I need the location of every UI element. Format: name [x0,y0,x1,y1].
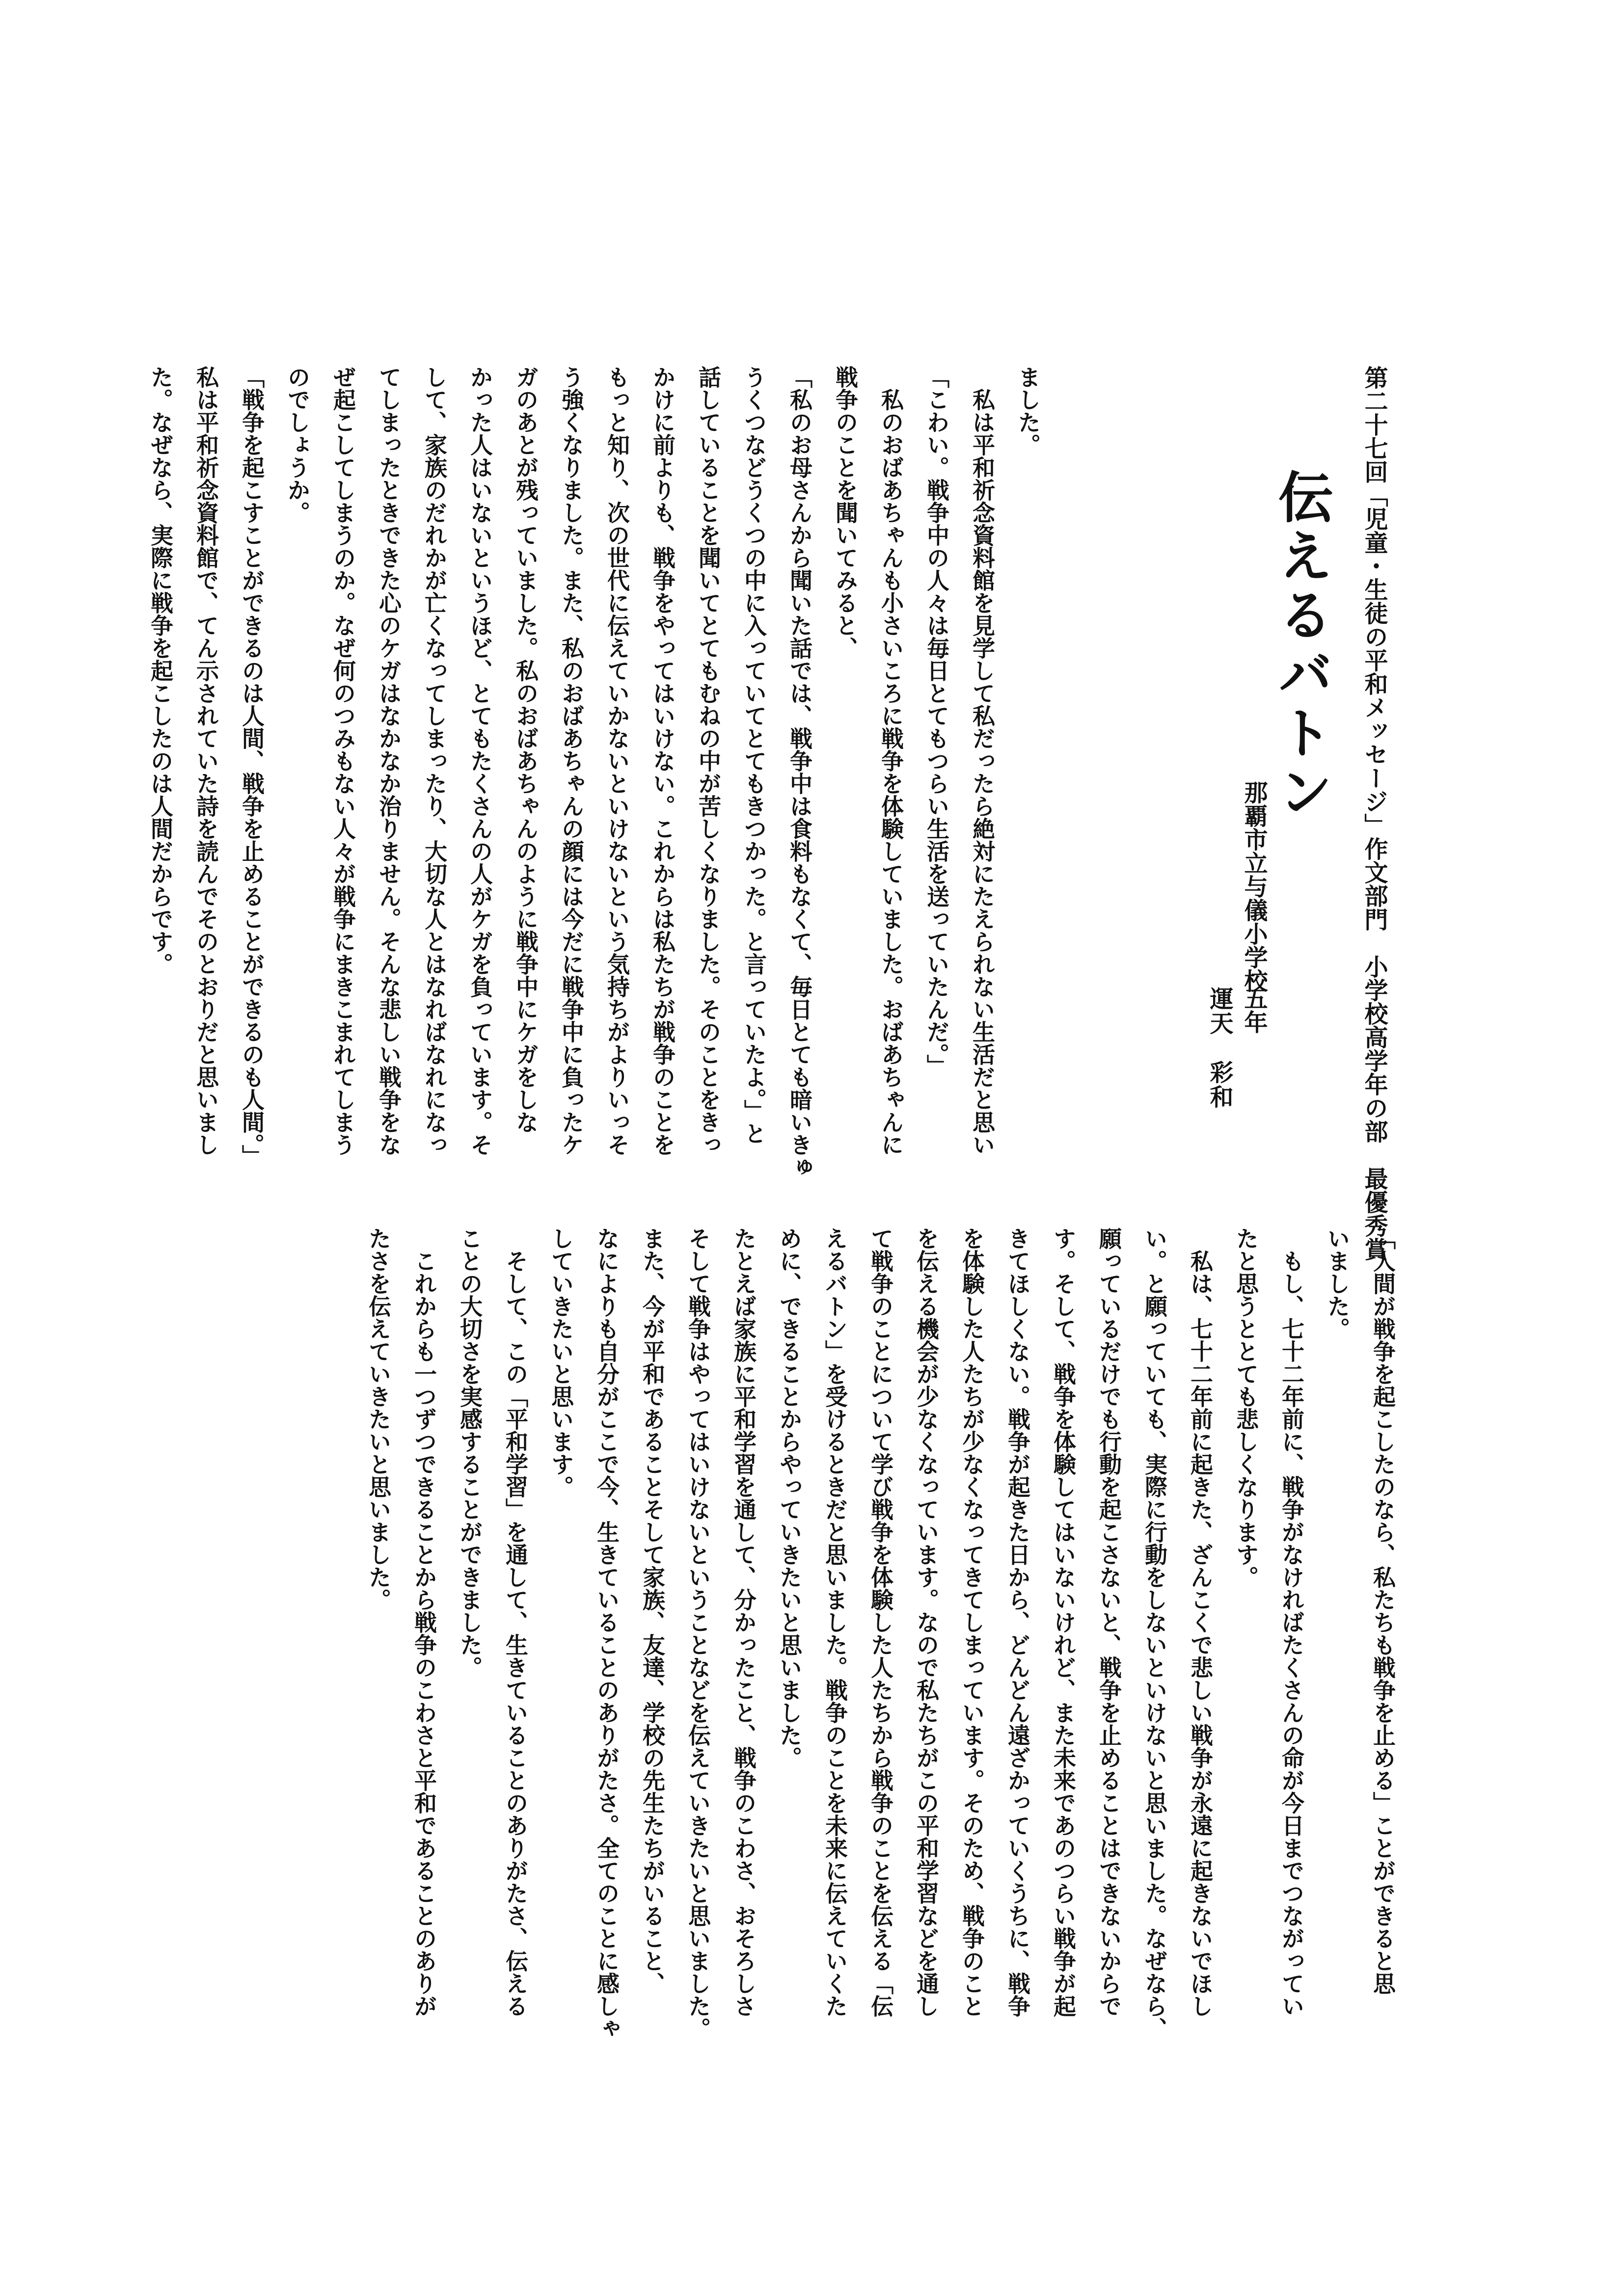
body-line: 私は平和祈念資料館を見学して私だったら絶対にたえられない生活だと思い [969,388,996,1156]
body-line: ことの大切さを実感することができました。 [457,1227,483,1679]
body-line: ガのあとが残っていました。私のおばあちゃんのように戦争中にケガをしな [513,366,539,1133]
essay-body-upper [137,366,1051,1178]
body-line: して、家族のだれかが亡くなってしまったり、大切な人とはなればなれになっ [421,366,448,1156]
body-line: す。そして、戦争を体験してはいないけれど、また未来であのつらい戦争が起 [1050,1227,1077,2017]
body-line: を伝える機会が少なくなっています。なので私たちがこの平和学習などを通し [913,1227,940,2017]
body-line: 「こわい。戦争中の人々は毎日とてもつらい生活を送っていたんだ。」 [923,366,950,1077]
body-line: 戦争のことを聞いてみると、 [832,366,859,659]
body-line: い。と願っていても、実際に行動をしないといけないと思いました。なぜなら、 [1141,1227,1168,2040]
body-line: していきたいと思います。 [548,1227,574,1498]
body-line: て戦争のことについて学び戦争を体験した人たちから戦争のことを伝える「伝 [867,1227,894,2017]
body-line: 話していることを聞いてとてもむねの中が苦しくなりました。そのことをきっ [695,366,722,1156]
body-line: きてほしくない。戦争が起きた日から、どんどん遠ざかっていくうちに、戦争 [1004,1227,1031,2017]
body-line: う強くなりました。また、私のおばあちゃんの顔には今だに戦争中に負ったケ [558,366,585,1156]
body-line: たと思うととても悲しくなります。 [1233,1227,1259,1588]
body-line: 私は、七十二年前に起きた、ざんこくで悲しい戦争が永遠に起きないでほし [1187,1250,1214,2017]
body-line: うくつなどうくつの中に入っていてとてもきつかった。と言っていたよ。」と [741,366,767,1145]
body-line: これからも一つずつできることから戦争のこわさと平和であることのありが [411,1250,437,2017]
body-line: のでしょうか。 [284,366,311,524]
body-line: てしまったときできた心のケガはなかなか治りません。そんな悲しい戦争をな [376,366,402,1156]
essay-body-lower [355,1227,1406,2040]
body-line: 「戦争を起こすことができるのは人間、戦争を止めることができるのも人間。」 [239,366,265,1167]
body-line: かった人はいないというほど、とてもたくさんの人がケガを負っています。そ [467,366,493,1156]
body-line: ぜ起こしてしまうのか。なぜ何のつみもない人々が戦争にまきこまれてしまう [330,366,356,1156]
body-line: たとえば家族に平和学習を通して、分かったこと、戦争のこわさ、おそろしさ [731,1227,757,2017]
body-line: 私は平和祈念資料館で、てん示されていた詩を読んでそのとおりだと思いまし [193,366,219,1156]
body-line: 願っているだけでも行動を起こさないと、戦争を止めることはできないからで [1096,1227,1122,2017]
body-line: もっと知り、次の世代に伝えていかないといけないという気持ちがよりいっそ [604,366,630,1156]
body-line: えるバトン」を受けるときだと思いました。戦争のことを未来に伝えていくた [822,1227,848,2017]
body-line: そして戦争はやってはいけないということなどを伝えていきたいと思いました。 [685,1227,711,2040]
body-line: また、今が平和であることそして家族、友達、学校の先生たちがいること、 [639,1227,666,1995]
body-line: 私のおばあちゃんも小さいころに戦争を体験していました。おばあちゃんに [878,388,904,1156]
body-line: なによりも自分がここで今、生きていることのありがたさ。全てのことに感しゃ [594,1227,620,2040]
author-school: 那覇市立与儀小学校 [1240,780,1268,992]
header-line: 第二十七回「児童・生徒の平和メッセージ」作文部門 小学校高学年の部 最優秀賞 [1360,366,1388,1261]
body-line: を体験した人たちが少なくなってきてしまっています。そのため、戦争のこと [959,1227,985,2017]
body-line: いました。 [1324,1227,1351,1340]
body-line: ました。 [1015,366,1041,456]
essay-title: 伝えるバトン [1269,469,1333,822]
body-line: そして、この「平和学習」を通して、生きていることのありがたさ、伝える [502,1250,529,2017]
body-line: めに、できることからやっていきたいと思いました。 [776,1227,803,1769]
body-line: かけに前よりも、戦争をやってはいけない。これからは私たちが戦争のことを [650,366,676,1156]
body-line: 「人間が戦争を起こしたのなら、私たちも戦争を止める」ことができると思 [1370,1227,1396,1995]
body-line: たさを伝えていきたいと思いました。 [365,1227,392,1611]
author-grade: 五年 [1240,987,1268,1034]
author-name: 運天 彩和 [1206,987,1233,1109]
body-line: 「私のお母さんから聞いた話では、戦争中は食料もなくて、毎日とても暗いきゅ [786,366,813,1178]
body-line: もし、七十二年前に、戦争がなければたくさんの命が今日までつながってい [1278,1250,1305,2017]
body-line: た。なぜなら、実際に戦争を起こしたのは人間だからです。 [147,366,174,975]
